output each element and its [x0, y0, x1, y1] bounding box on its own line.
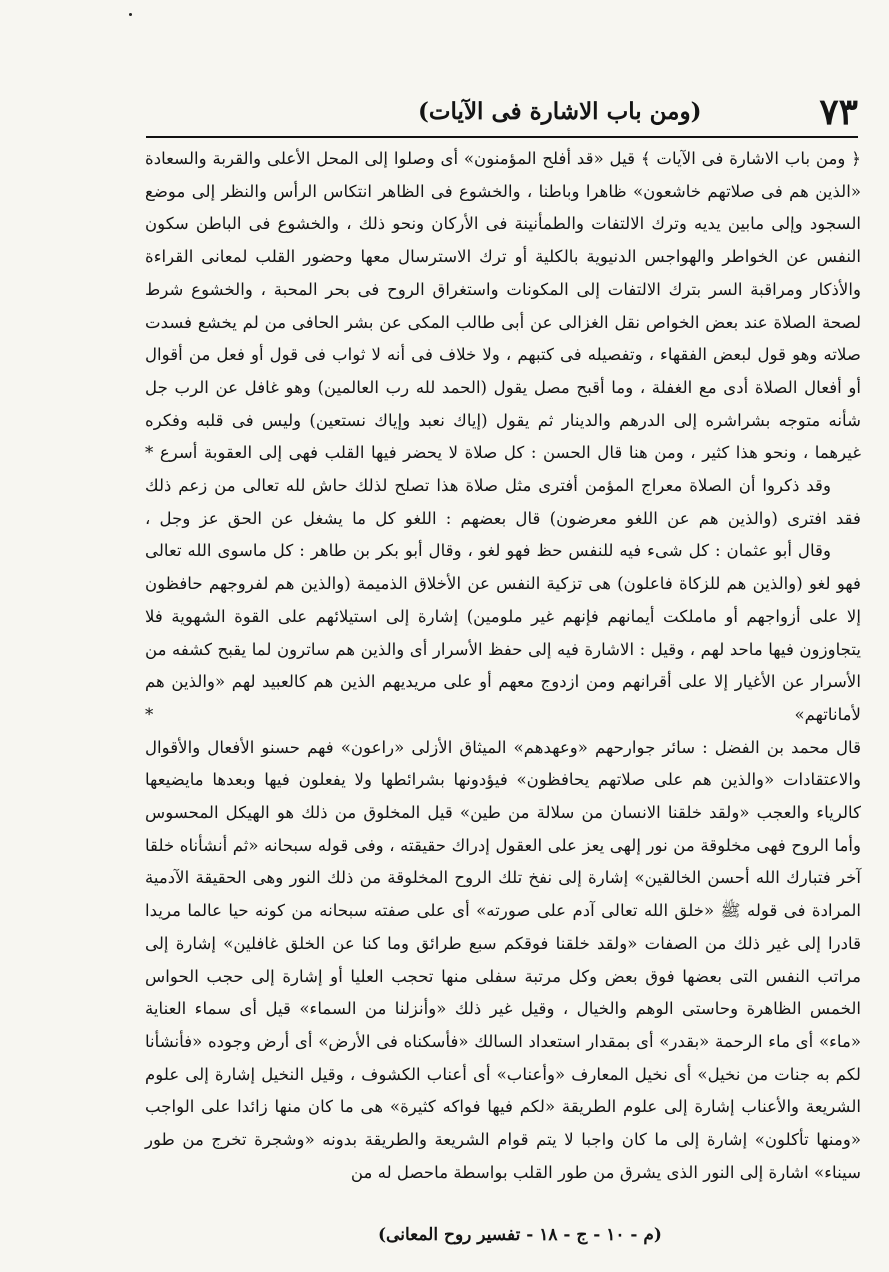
paragraph-3: وقال أبو عثمان : كل شىء فيه للنفس حظ فهو لغو ، وقال أبو بكر بن طاهر : كل ماسوى الله تعالى فهو لغو (والذين هم للزكاة فاعلون) هى تزكية النفس عن الأخلاق الذميمة (والذين هم لفروجهم حافظون إلا على أزواجهم أو ماملكت أيمانهم فإنهم غير ملومين) إشارة إلى استيلائهم على القوة الشهوية فلا يتجاوزون فيها ماحد لهم ، وقيل : الاشارة فيه إلى حفظ الأسرار أى والذين هم ساترون لما يقبح كشفه من الأسرار عن الأغيار إلا على أقرانهم ومن ازدوج معهم أو على مريديهم الذين هم كالعبيد لهم «والذين هم لأماناتهم» * — [145, 541, 861, 724]
page-footer: (م - ١٠ - ج - ١٨ - تفسير روح المعانى) — [378, 1225, 662, 1245]
page-header — [148, 90, 858, 136]
running-title: (ومن باب الاشارة فى الآيات) — [418, 98, 702, 125]
paragraph-1: ﴿ ومن باب الاشارة فى الآيات ﴾ قيل «قد أفلح المؤمنون» أى وصلوا إلى المحل الأعلى والقربة والسعادة «الذين هم فى صلاتهم خاشعون» ظاهرا وباطنا ، والخشوع فى الظاهر انتكاس الرأس والنظر إلى موضع السجود وإلى مابين يديه وترك الالتفات والطمأنينة فى الأركان ونحو ذلك ، والخشوع فى الباطن سكون النفس عن الخواطر والهواجس الدنيوية بالكلية أو ترك الاسترسال معها وحضور القلب لمعانى القراءة والأذكار ومراقبة السر بترك الالتفات إلى المكونات واستغراق الروح فى بحر المحبة ، والخشوع شرط لصحة الصلاة عند بعض الخواص نقل الغزالى عن أبى طالب المكى عن بشر الحافى من لم يخشع فسدت صلاته وهو قول لبعض الفقهاء ، وتفصيله فى كتبهم ، ولا خلاف فى أنه لا ثواب فى قول أو فعل من أقوال أو أفعال الصلاة أدى مع الغفلة ، وما أقبح مصل يقول (الحمد لله رب العالمين) وهو غافل عن الرب جل شأنه متوجه بشراشره إلى الدرهم والدينار ثم يقول (إياك نعبد وإياك نستعين) وليس فى قلبه وفكره غيرهما ، ونحو هذا كثير ، ومن هنا قال الحسن : كل صلاة لا يحضر فيها القلب فهى إلى العقوبة أسرع * — [145, 149, 861, 463]
paragraph-4: قال محمد بن الفضل : سائر جوارحهم «وعهدهم» الميثاق الأزلى «راعون» فهم حسنو الأفعال والأقوال والاعتقادات «والذين هم على صلاتهم يحافظون» فيؤدونها بشرائطها ولا يفعلون فيها وبعدها مايضيعها كالرياء والعجب «ولقد خلقنا الانسان من سلالة من طين» قيل المخلوق من ذلك هو الهيكل المحسوس وأما الروح فهى مخلوقة من نور إلهى يعز على العقول إدراك حقيقته ، وفى قوله سبحانه «ثم أنشأناه خلقا آخر فتبارك الله أحسن الخالقين» إشارة إلى نفخ تلك الروح المخلوقة من ذلك النور وهى الحقيقة الآدمية المرادة فى قوله ﷺ «خلق الله تعالى آدم على صورته» أى على صفته سبحانه من كونه حيا عالما مريدا قادرا إلى غير ذلك من الصفات «ولقد خلقنا فوقكم سبع طرائق وما كنا عن الخلق غافلين» إشارة إلى مراتب النفس التى بعضها فوق بعض وكل مرتبة سفلى منها تحجب العليا أو إشارة إلى حجب الحواس الخمس الظاهرة وحاستى الوهم والخيال ، وقيل غير ذلك «وأنزلنا من السماء» قيل أى سماء العناية «ماء» أى ماء الرحمة «بقدر» أى بمقدار استعداد السالك «فأسكناه فى الأرض» أى أرض وجوده «فأنشأنا لكم به جنات من نخيل» أى نخيل المعارف «وأعناب» أى أعناب الكشوف ، وقيل النخيل إشارة إلى علوم الشريعة والأعناب إشارة إلى علوم الطريقة «لكم فيها فواكه كثيرة» هى ما كان منها زائدا على الواجب «ومنها تأكلون» إشارة إلى ما كان واجبا لا يتم قوام الشريعة والطريقة بدونه «وشجرة تخرج من طور سيناء» اشارة إلى النور الذى يشرق من طور القلب بواسطة ماحصل له من — [145, 737, 861, 1182]
body-text — [145, 143, 861, 1190]
header-rule — [146, 136, 858, 138]
ink-speck — [129, 13, 132, 16]
paragraph-2: وقد ذكروا أن الصلاة معراج المؤمن أفترى مثل صلاة هذا تصلح لذلك حاش لله تعالى من زعم ذلك فقد افترى (والذين هم عن اللغو معرضون) قال بعضهم : اللغو كل ما يشغل عن الحق عز وجل ، — [145, 476, 861, 528]
page-number: ٧٣ — [819, 91, 858, 133]
